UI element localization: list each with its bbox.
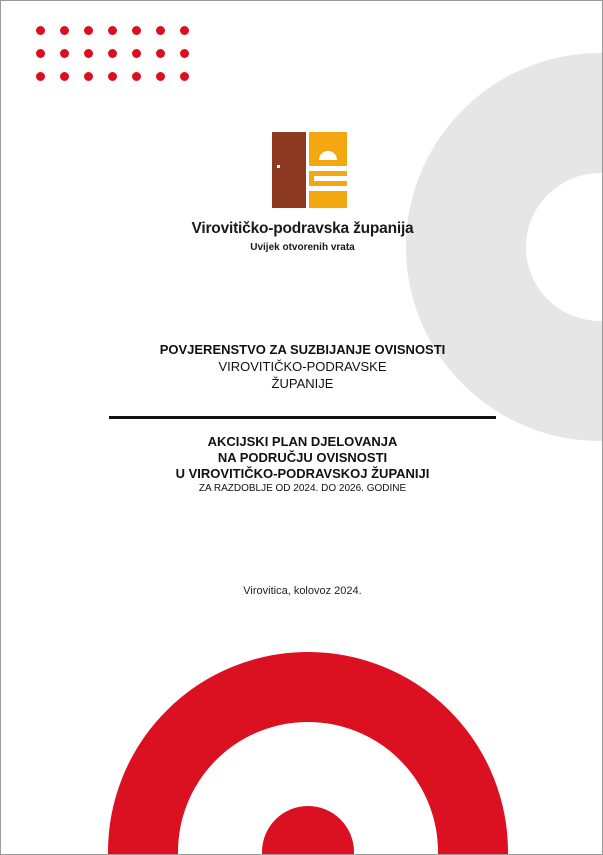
- logo-stripe: [309, 166, 347, 171]
- divider-line: [109, 416, 496, 419]
- decorative-dot-grid: [36, 26, 196, 86]
- committee-title: [1, 341, 603, 392]
- decorative-dot: [36, 26, 45, 35]
- committee-line-1: POVJERENSTVO ZA SUZBIJANJE OVISNOSTI: [159, 342, 446, 357]
- decorative-dot: [132, 49, 141, 58]
- county-logo: [272, 132, 347, 208]
- decorative-dot: [60, 72, 69, 81]
- decorative-dot: [36, 49, 45, 58]
- decorative-dot: [156, 72, 165, 81]
- decorative-dot: [180, 72, 189, 81]
- committee-line-2: VIROVITIČKO-PODRAVSKE: [218, 359, 387, 374]
- place-and-date: Virovitica, kolovoz 2024.: [243, 585, 362, 597]
- logo-stripe: [309, 186, 347, 191]
- decorative-dot: [132, 72, 141, 81]
- decorative-dot: [84, 26, 93, 35]
- decorative-dot: [108, 72, 117, 81]
- logo-stripe: [314, 176, 347, 181]
- plan-line-2: NA PODRUČJU OVISNOSTI: [217, 450, 388, 465]
- county-name: Virovitičko-podravska županija: [191, 220, 414, 237]
- logo-door-knob: [277, 165, 280, 168]
- decorative-dot: [60, 49, 69, 58]
- decorative-dot: [132, 26, 141, 35]
- plan-line-3: U VIROVITIČKO-PODRAVSKOJ ŽUPANIJI: [175, 466, 430, 481]
- county-slogan: Uvijek otvorenih vrata: [250, 242, 355, 253]
- decorative-dot: [108, 26, 117, 35]
- decorative-dot: [108, 49, 117, 58]
- logo-door-panel: [272, 132, 306, 208]
- plan-period-subtitle: ZA RAZDOBLJE OD 2024. DO 2026. GODINE: [198, 483, 407, 494]
- decorative-dot: [84, 49, 93, 58]
- decorative-dot: [60, 26, 69, 35]
- plan-line-1: AKCIJSKI PLAN DJELOVANJA: [207, 434, 398, 449]
- decorative-dot: [156, 26, 165, 35]
- decorative-dot: [180, 49, 189, 58]
- committee-line-3: ŽUPANIJE: [271, 376, 334, 391]
- decorative-dot: [180, 26, 189, 35]
- decorative-dot: [156, 49, 165, 58]
- decorative-dot: [84, 72, 93, 81]
- decorative-dot: [36, 72, 45, 81]
- plan-title: [1, 434, 603, 495]
